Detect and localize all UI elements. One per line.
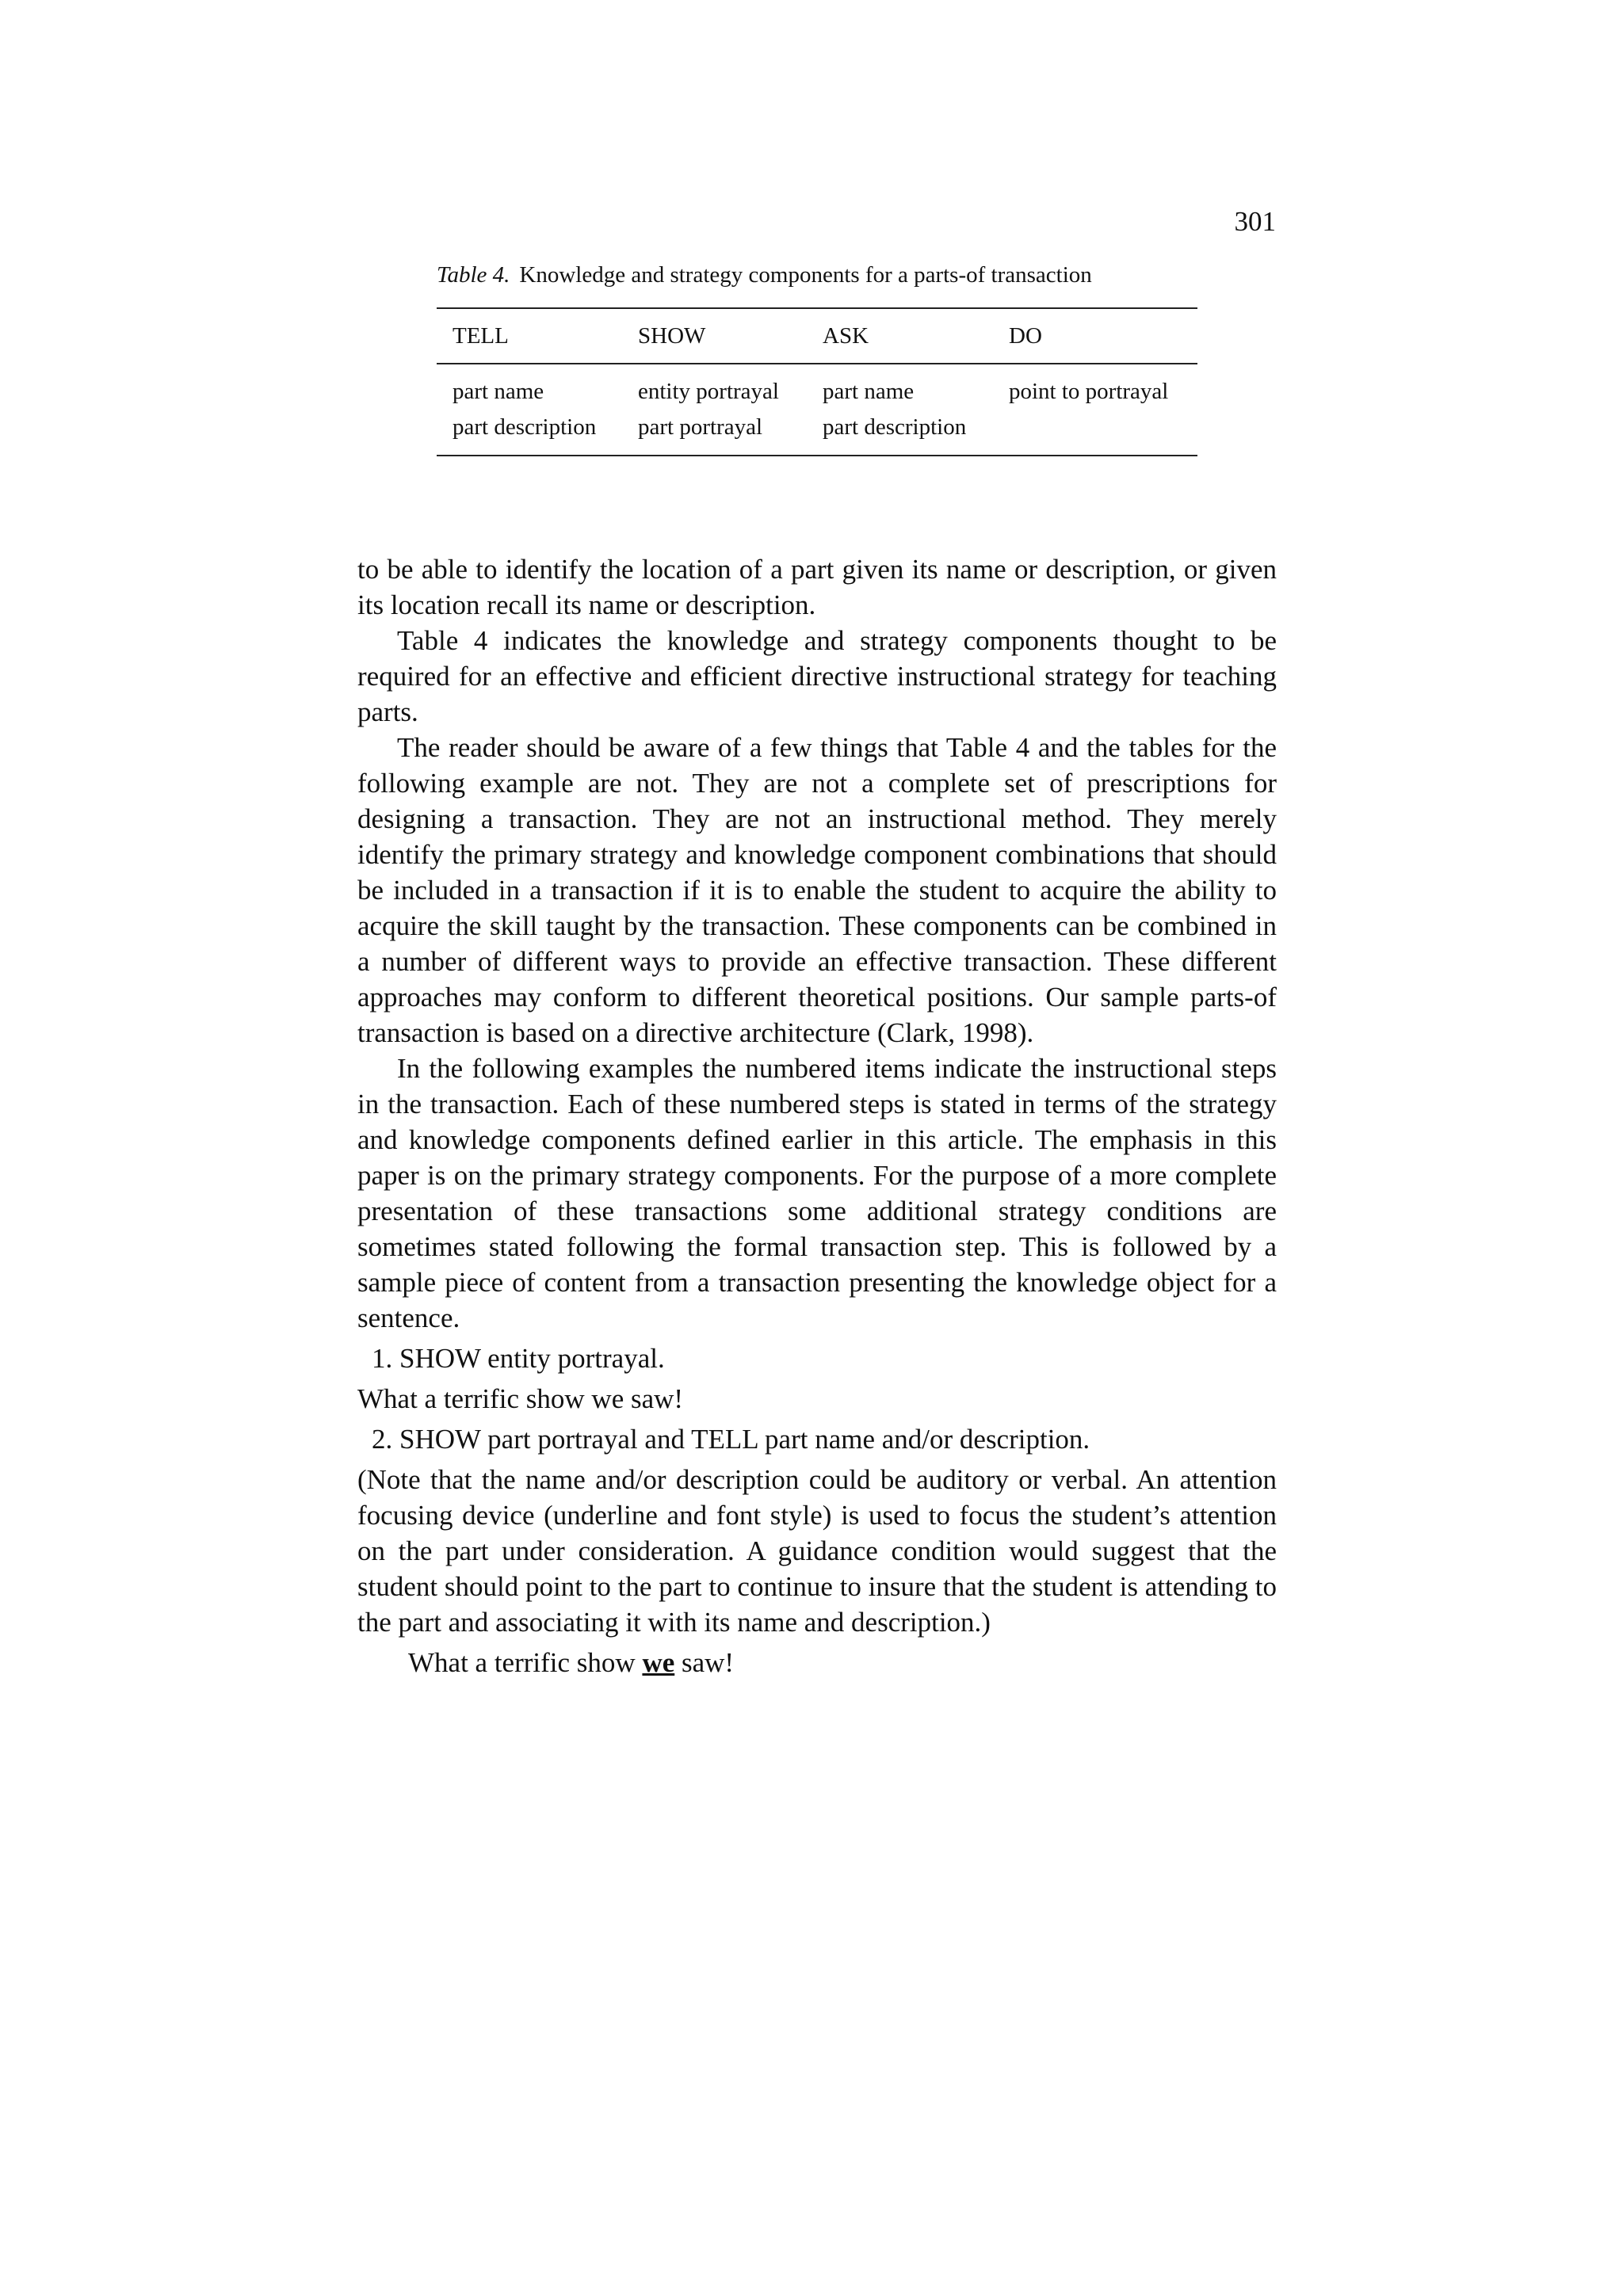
- table-caption: [437, 259, 1092, 291]
- column-header-ask: ASK: [823, 323, 869, 349]
- step-2: 2. SHOW part portrayal and TELL part name and/or description.: [372, 1424, 1090, 1455]
- example-text-after: saw!: [674, 1647, 735, 1678]
- paragraph: Table 4 indicates the knowledge and strategy components thought to be required for an effective and efficient directive instructional strategy for teaching parts.: [357, 625, 1277, 727]
- table-caption-label: Table 4.: [437, 262, 510, 288]
- paragraph: In the following examples the numbered items indicate the instructional steps in the transaction. Each of these numbered steps is stated in terms of the strategy and knowledge components defined earlier in this article. The emphasis in this paper is on the primary strategy components. For the purpose of a more complete presentation of these transactions some additional strategy conditions are sometimes stated following the formal transaction step. This is followed by a sample piece of content from a transaction presenting the knowledge object for a sentence.: [357, 1053, 1277, 1333]
- table-header-row: [437, 308, 1197, 364]
- column-header-show: SHOW: [638, 323, 706, 349]
- column-header-do: DO: [1009, 323, 1042, 349]
- table-cell: part name: [823, 379, 915, 404]
- table-caption-text: Knowledge and strategy components for a parts-of transaction: [519, 262, 1092, 288]
- table-cell: part description: [453, 414, 597, 440]
- body-text: [357, 551, 1277, 1680]
- table-row: [437, 364, 1197, 410]
- table-cell: part portrayal: [638, 414, 763, 440]
- column-header-tell: TELL: [453, 323, 509, 349]
- emphasized-word: we: [642, 1647, 675, 1678]
- note-paragraph: (Note that the name and/or description could be auditory or verbal. An attention focusing device (underline and font style) is used to focus the student’s attention on the part under consideration. A guidance condition would suggest that the student should point to the part to continue to insure that the student is attending to the part and associating it with its name and description.): [357, 1464, 1277, 1638]
- table-row: [437, 410, 1197, 456]
- table-cell: entity portrayal: [638, 379, 779, 404]
- knowledge-strategy-table: [437, 307, 1197, 456]
- table-cell: [993, 410, 1197, 456]
- table: [437, 307, 1197, 456]
- table-cell: point to portrayal: [1009, 379, 1169, 404]
- example-text-before: What a terrific show: [408, 1647, 643, 1678]
- example-sentence: What a terrific show we saw!: [357, 1383, 684, 1414]
- paragraph: The reader should be aware of a few things that Table 4 and the tables for the following example are not. They are not a complete set of prescriptions for designing a transaction. They are not an instructional method. They merely identify the primary strategy and knowledge component combinations that should be included in a transaction if it is to enable the student to acquire the ability to acquire the skill taught by the transaction. These components can be combined in a number of different ways to provide an effective transaction. These different approaches may conform to different theoretical positions. Our sample parts-of transaction is based on a directive architecture (Clark, 1998).: [357, 732, 1277, 1048]
- page-number: 301: [1234, 206, 1276, 237]
- step-1: 1. SHOW entity portrayal.: [372, 1343, 665, 1374]
- paragraph: to be able to identify the location of a part given its name or description, or given its location recall its name or description.: [357, 554, 1277, 620]
- table-cell: part description: [823, 414, 967, 440]
- example-sentence-emphasized: [357, 1645, 1277, 1680]
- table-cell: part name: [453, 379, 544, 404]
